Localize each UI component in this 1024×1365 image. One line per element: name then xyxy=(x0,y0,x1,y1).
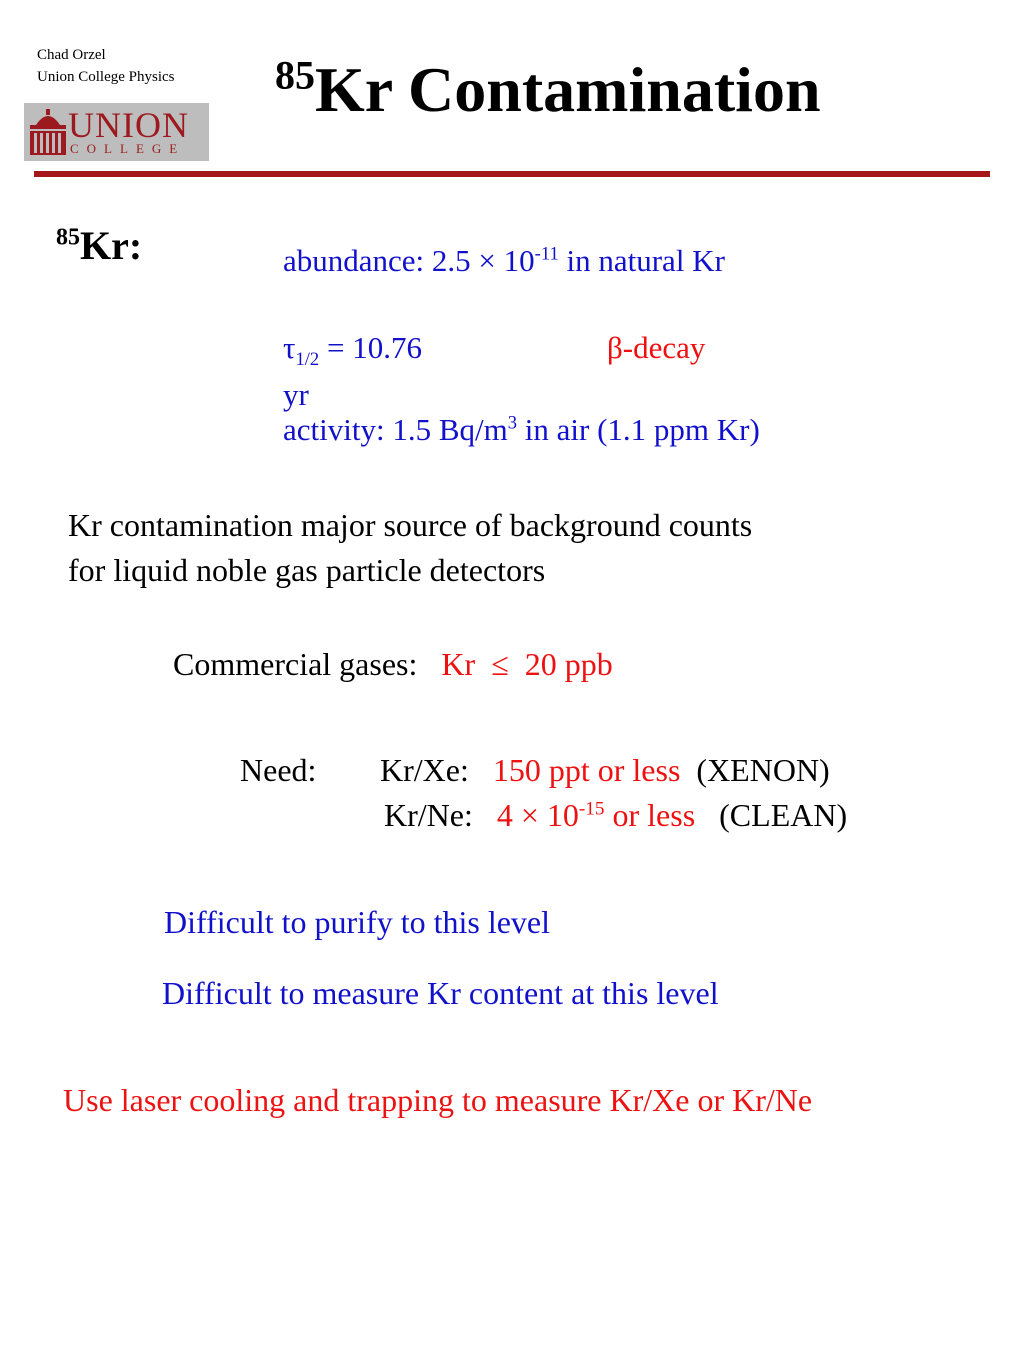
union-college-logo xyxy=(24,103,209,161)
logo-subtitle: COLLEGE xyxy=(70,141,186,156)
activity-suffix: in air (1.1 ppm Kr) xyxy=(517,412,760,447)
halflife-line xyxy=(283,330,422,371)
isotope-heading xyxy=(56,222,142,269)
need-clean-line xyxy=(384,797,847,834)
tau-symbol: τ xyxy=(283,330,296,365)
author-block xyxy=(37,44,175,88)
tau-subscript: 1/2 xyxy=(295,349,320,371)
difficulty-measure: Difficult to measure Kr content at this level xyxy=(162,975,719,1011)
college-building-icon xyxy=(28,109,68,155)
slide-title xyxy=(275,52,821,128)
difficulty-purify: Difficult to purify to this level xyxy=(164,904,551,940)
abundance-line xyxy=(283,243,725,279)
kr-ne-value-base: 4 × 10 xyxy=(496,797,579,833)
need-xenon-line xyxy=(380,752,830,789)
abundance-suffix: in natural Kr xyxy=(558,243,725,278)
conclusion: Use laser cooling and trapping to measure Kr/Xe or Kr/Ne xyxy=(63,1082,813,1118)
title-text: Kr Contamination xyxy=(315,54,821,125)
abundance-text: abundance: 2.5 × 10 xyxy=(283,243,535,278)
logo-wordmark: UNION xyxy=(68,105,189,145)
background-note xyxy=(68,503,752,593)
activity-line xyxy=(283,412,760,448)
author-affiliation: Union College Physics xyxy=(37,69,175,85)
halflife-unit: yr xyxy=(283,377,309,412)
kr-ne-value-suffix: or less xyxy=(604,797,696,833)
title-divider xyxy=(34,171,990,177)
background-note-line1: Kr contamination major source of background counts xyxy=(68,507,753,543)
author-name: Chad Orzel xyxy=(37,47,106,63)
need-label: Need: xyxy=(240,752,317,788)
isotope-label: Kr: xyxy=(80,223,143,268)
kr-ne-label: Kr/Ne: xyxy=(384,797,473,833)
abundance-exponent: -11 xyxy=(534,243,559,265)
commercial-label: Commercial gases: xyxy=(173,646,418,682)
activity-text: activity: 1.5 Bq/m xyxy=(283,412,508,447)
kr-xe-label: Kr/Xe: xyxy=(380,752,469,788)
activity-exponent: 3 xyxy=(507,412,518,434)
commercial-value: Kr ≤ 20 ppb xyxy=(441,646,613,682)
kr-ne-value xyxy=(497,797,695,833)
kr-ne-value-exponent: -15 xyxy=(578,798,605,820)
decay-type: β-decay xyxy=(607,330,706,365)
halflife-value: = 10.76 xyxy=(319,330,422,365)
background-note-line2: for liquid noble gas particle detectors xyxy=(68,552,546,588)
title-isotope-mass: 85 xyxy=(275,52,315,98)
kr-xe-value: 150 ppt or less xyxy=(492,752,681,788)
isotope-mass: 85 xyxy=(56,224,80,251)
clean-experiment: (CLEAN) xyxy=(719,797,848,833)
commercial-gases-line xyxy=(173,646,613,683)
xenon-experiment: (XENON) xyxy=(696,752,830,788)
